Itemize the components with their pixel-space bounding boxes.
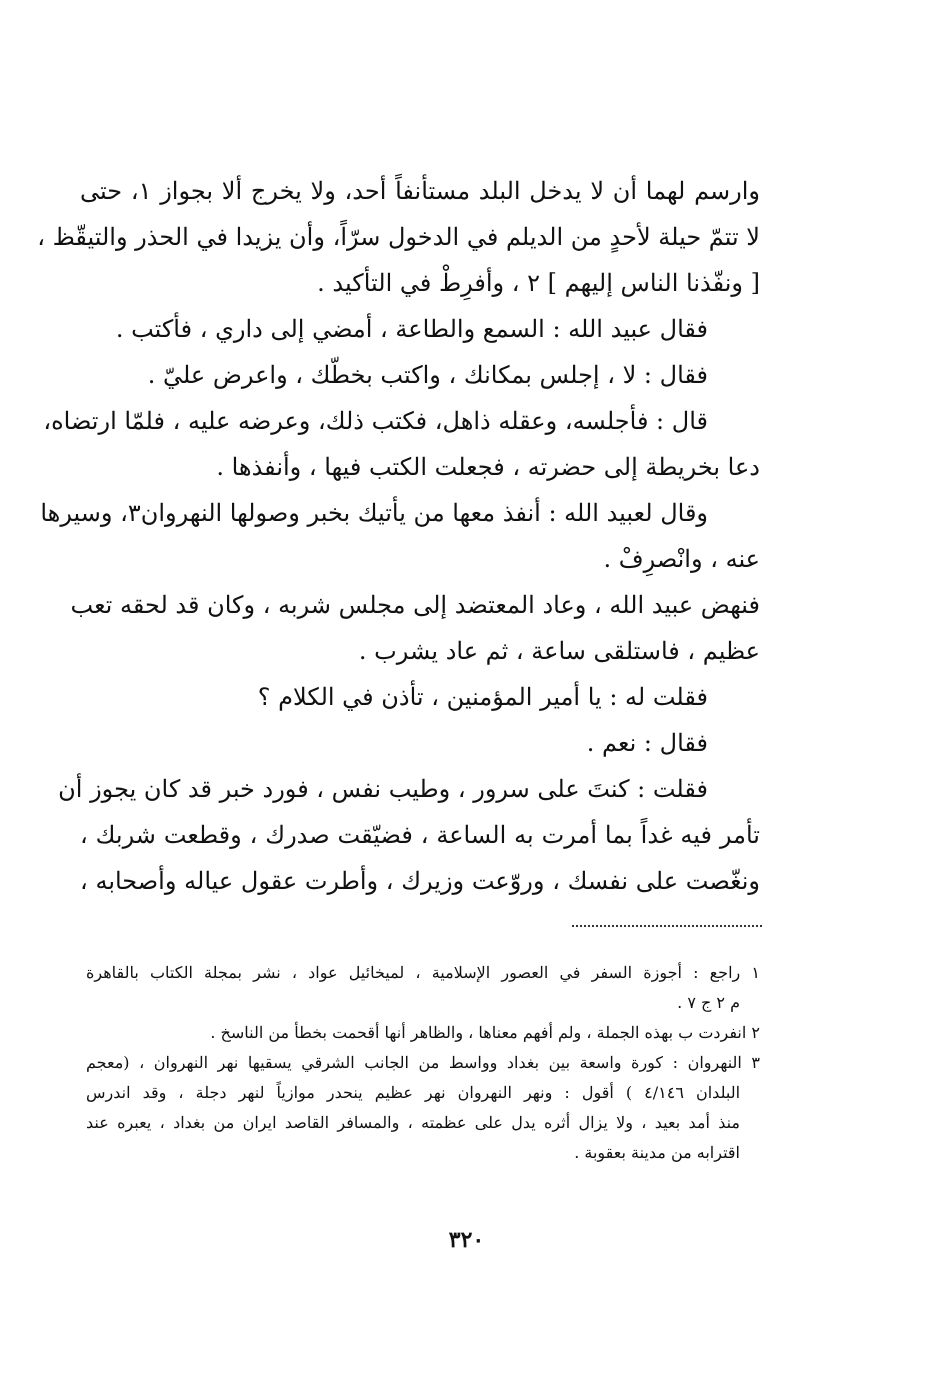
footnote-line-6: منذ أمد بعيد ، ولا يزال أثره يدل على عظمته ، والمسافر القاصد ايران من بغداد ، يعبره عند: [86, 1113, 741, 1132]
footnote-line-7: اقترابه من مدينة بعقوبة .: [574, 1143, 740, 1162]
text-line-16: ونغّصت على نفسك ، وروّعت وزيرك ، وأطرت عقول عياله وأصحابه ،: [80, 867, 760, 895]
text-line-14: فقلت : كنتَ على سرور ، وطيب نفس ، فورد خبر قد كان يجوز أن: [58, 775, 708, 803]
text-line-10: فنهض عبيد الله ، وعاد المعتضد إلى مجلس شربه ، وكان قد لحقه تعب: [70, 591, 760, 619]
main-text: [37, 168, 760, 904]
page-number: ٣٢٠: [448, 1227, 485, 1253]
footnote-line-4: ٣ النهروان : كورة واسعة بين بغداد وواسط من الجانب الشرقي يسقيها نهر النهروان ، (معجم: [86, 1053, 760, 1072]
footnote-line-2: م ٢ ج ٧ .: [677, 993, 740, 1012]
text-line-3: [ ونفّذنا الناس إليهم ] ٢ ، وأفرِطْ في التأكيد .: [317, 269, 760, 297]
text-line-6: قال : فأجلسه، وعقله ذاهل، فكتب ذلك، وعرضه عليه ، فلمّا ارتضاه،: [43, 407, 708, 435]
text-line-9: عنه ، وانْصرِفْ .: [603, 545, 760, 573]
footnote-line-3: ٢ انفردت ب بهذه الجملة ، ولم أفهم معناها ، والظاهر أنها أقحمت بخطأ من الناسخ .: [210, 1023, 760, 1042]
text-line-5: فقال : لا ، إجلس بمكانك ، واكتب بخطّك ، واعرض عليّ .: [147, 361, 708, 389]
footnote-line-5: البلدان ٤/١٤٦ ) أقول : ونهر النهروان نهر عظيم ينحدر موازياً لنهر دجلة ، وقد اندرس: [86, 1083, 741, 1102]
text-line-11: عظيم ، فاستلقى ساعة ، ثم عاد يشرب .: [358, 637, 760, 665]
text-line-8: وقال لعبيد الله : أنفذ معها من يأتيك بخبر وصولها النهروان٣، وسيرها: [40, 499, 708, 527]
text-line-13: فقال : نعم .: [586, 729, 708, 757]
text-line-1: وارسم لهما أن لا يدخل البلد مستأنفاً أحد، ولا يخرج ألا بجواز ١، حتى: [80, 177, 760, 205]
text-line-2: لا تتمّ حيلة لأحدٍ من الديلم في الدخول سرّاً، وأن يزيدا في الحذر والتيقّظ ،: [37, 223, 760, 251]
text-line-15: تأمر فيه غداً بما أمرت به الساعة ، فضيّقت صدرك ، وقطعت شربك ،: [80, 821, 760, 849]
text-line-12: فقلت له : يا أمير المؤمنين ، تأذن في الكلام ؟: [257, 683, 708, 711]
footnote-line-1: ١ راجع : أجوزة السفر في العصور الإسلامية ، لميخائيل عواد ، نشر بمجلة الكتاب بالقاهرة: [86, 963, 760, 982]
footnotes: [86, 958, 760, 1168]
footnote-divider: [572, 925, 762, 927]
text-line-4: فقال عبيد الله : السمع والطاعة ، أمضي إلى داري ، فأكتب .: [115, 315, 708, 343]
text-line-7: دعا بخريطة إلى حضرته ، فجعلت الكتب فيها ، وأنفذها .: [216, 453, 760, 481]
